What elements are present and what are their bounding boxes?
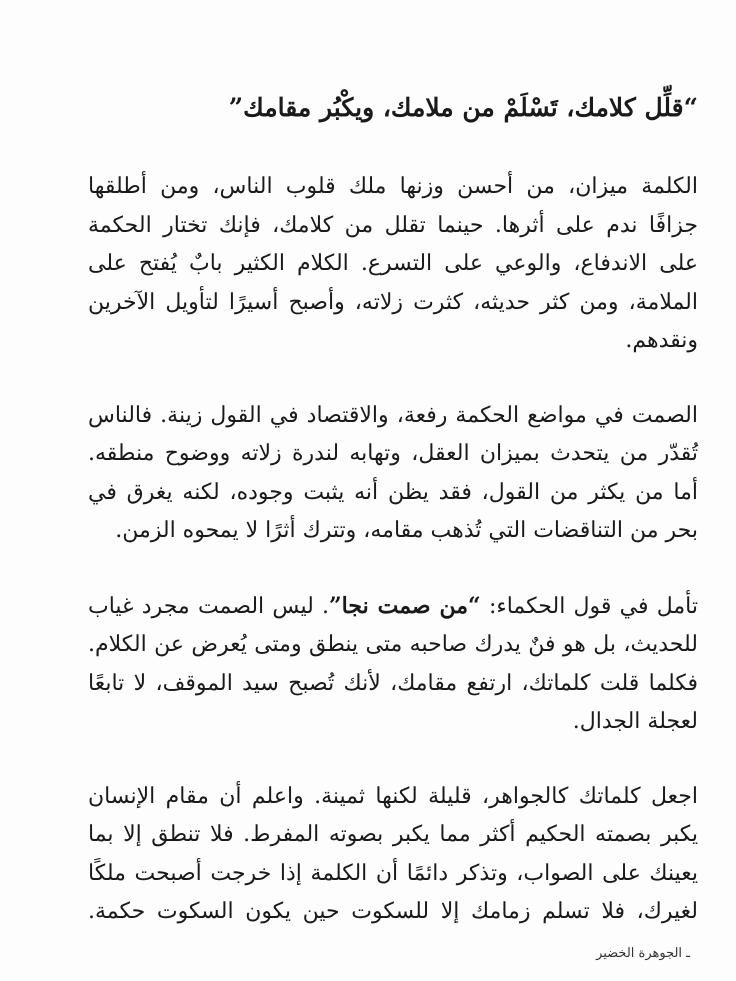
paragraph-2: الصمت في مواضع الحكمة رفعة، والاقتصاد في القول زينة. فالناس تُقدّر من يتحدث بميزان العقل، وتهابه لندرة زلاته ووضوح منطقه. أما من يكثر من القول، فقد يظن أنه يثبت وجوده، لكنه يغرق في بحر من التناقضات التي تُذهب مقامه، وتترك أثرًا لا يمحوه الزمن. [88, 402, 698, 543]
wise-quote: “من صمت نجا” [329, 592, 481, 619]
paragraph-4-text: اجعل كلماتك كالجواهر، قليلة لكنها ثمينة. واعلم أن مقام الإنسان يكبر بصمته الحكيم أكثر مما يكبر بصوته المفرط. فلا تنطق إلا بما يعينك على الصواب، وتذكر دائمًا أن الكلمة إذا خرجت أصبحت ملكًا لغيرك، فلا تسلم زمامك إلا للسكوت حين يكون السكوت حكمة. [88, 783, 698, 924]
article [88, 92, 698, 973]
paragraph-1: الكلمة ميزان، من أحسن وزنها ملك قلوب الناس، ومن أطلقها جزافًا ندم على أثرها. حينما تقلل من كلامك، فإنك تختار الحكمة على الاندفاع، والوعي على التسرع. الكلام الكثير بابٌ يُفتح على الملامة، ومن كثر حديثه، كثرت زلاته، وأصبح أسيرًا لتأويل الآخرين ونقدهم. [88, 174, 698, 353]
article-title: “قلِّل كلامك، تَسْلَمْ من ملامك، ويكْبُر مقامك” [228, 93, 698, 122]
paragraph-3-rest: . ليس الصمت مجرد غياب للحديث، بل هو فنٌ يدرك صاحبه متى ينطق ومتى يُعرض عن الكلام. فكلما قلت كلماتك، ارتفع مقامك، لأنك تُصبح سيد الموقف، لا تابعًا لعجلة الجدال. [88, 593, 698, 734]
paragraph-4 [88, 778, 698, 974]
paragraph-3 [88, 587, 698, 742]
paragraph-3-lead: تأمل في قول الحكماء: [480, 593, 699, 619]
author-signature: ـ الجوهرة الخضير [596, 945, 690, 961]
